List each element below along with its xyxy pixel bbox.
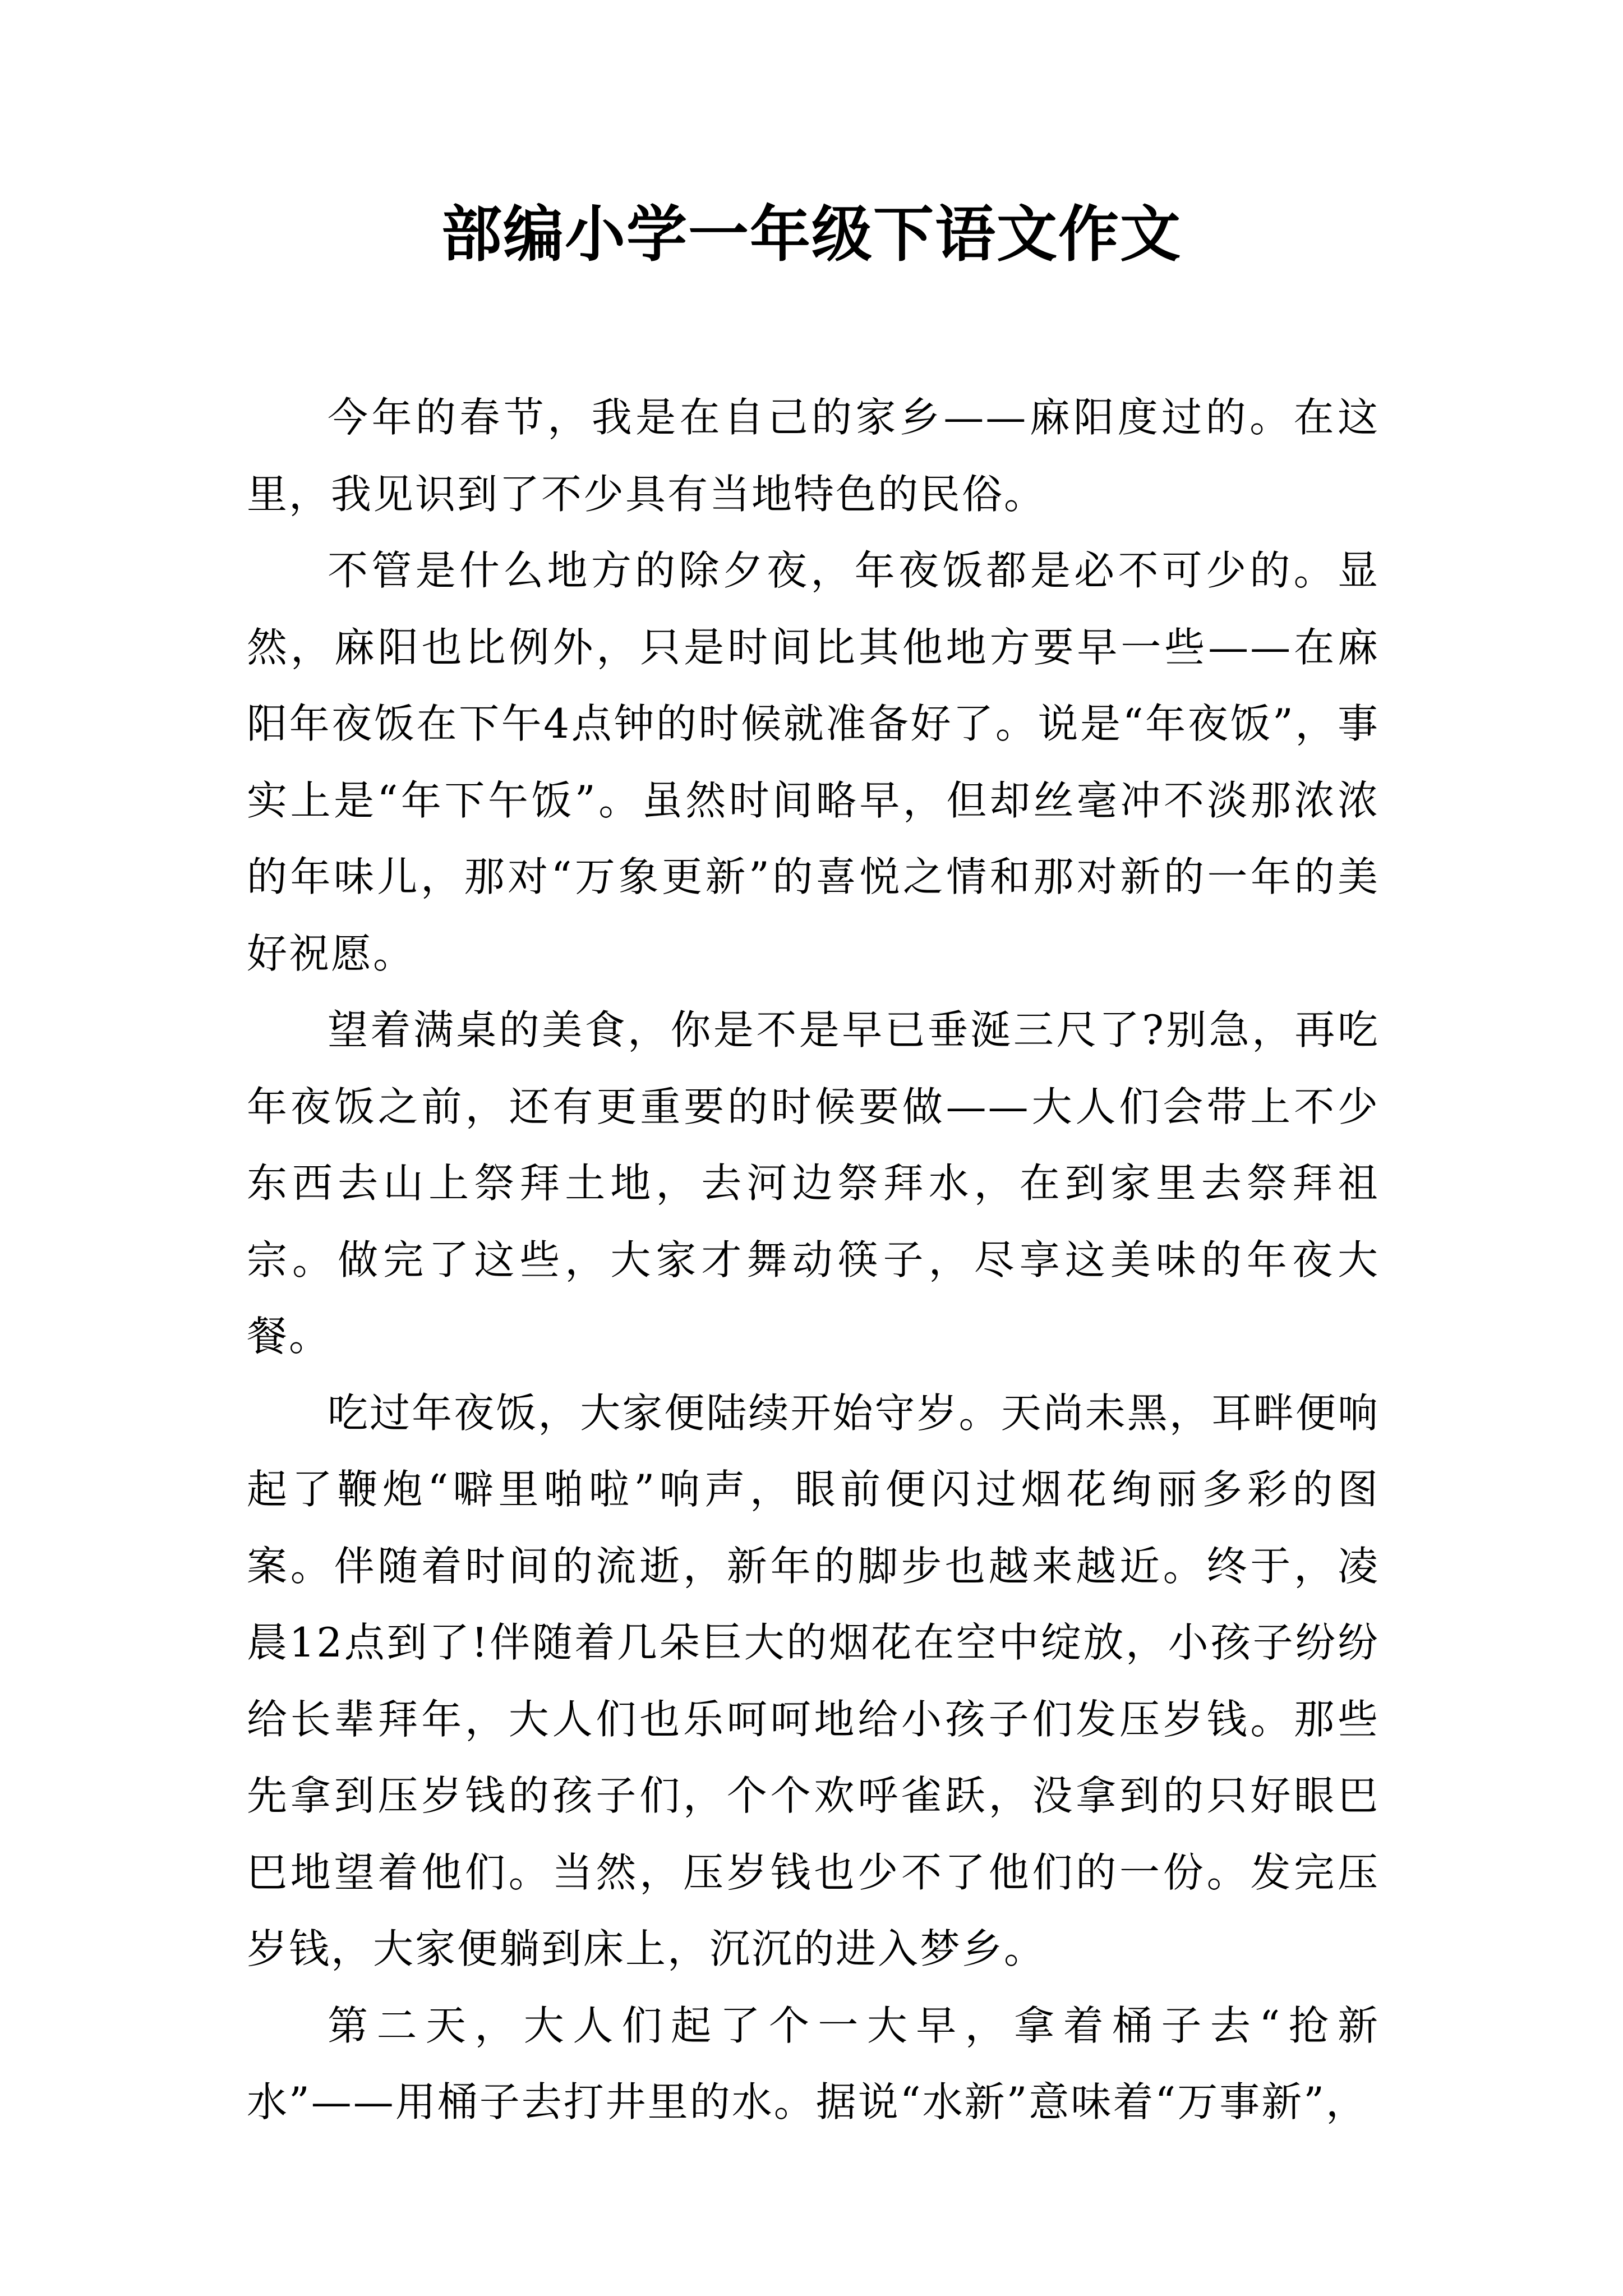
paragraph-4: 吃过年夜饭，大家便陆续开始守岁。天尚未黑，耳畔便响起了鞭炮“噼里啪啦”响声，眼前便闪过烟花绚丽多彩的图案。伴随着时间的流逝，新年的脚步也越来越近。终于，凌晨12点到了!伴随着几朵巨大的烟花在空中绽放，小孩子纷纷给长辈拜年，大人们也乐呵呵地给小孩子们发压岁钱。那些先拿到压岁钱的孩子们，个个欢呼雀跃，没拿到的只好眼巴巴地望着他们。当然，压岁钱也少不了他们的一份。发完压岁钱，大家便躺到床上，沉沉的进入梦乡。	[247, 1389, 1380, 1972]
paragraph-3: 望着满桌的美食，你是不是早已垂涎三尺了?别急，再吃年夜饭之前，还有更重要的时候要做——大人们会带上不少东西去山上祭拜土地，去河边祭拜水，在到家里去祭拜祖宗。做完了这些，大家才舞动筷子，尽享这美味的年夜大餐。	[247, 1006, 1380, 1360]
document-title: 部编小学一年级下语文作文	[441, 199, 1182, 270]
paragraph-1: 今年的春节，我是在自己的家乡——麻阳度过的。在这里，我见识到了不少具有当地特色的民俗。	[247, 394, 1380, 518]
paragraph-2: 不管是什么地方的除夕夜，年夜饭都是必不可少的。显然，麻阳也比例外，只是时间比其他地方要早一些——在麻阳年夜饭在下午4点钟的时候就准备好了。说是“年夜饭”，事实上是“年下午饭”。虽然时间略早，但却丝毫冲不淡那浓浓的年味儿，那对“万象更新”的喜悦之情和那对新的一年的美好祝愿。	[247, 547, 1380, 977]
paragraph-5: 第二天，大人们起了个一大早，拿着桶子去“抢新水”——用桶子去打井里的水。据说“水新”意味着“万事新”，	[247, 2001, 1380, 2125]
document-body	[247, 379, 1380, 2141]
